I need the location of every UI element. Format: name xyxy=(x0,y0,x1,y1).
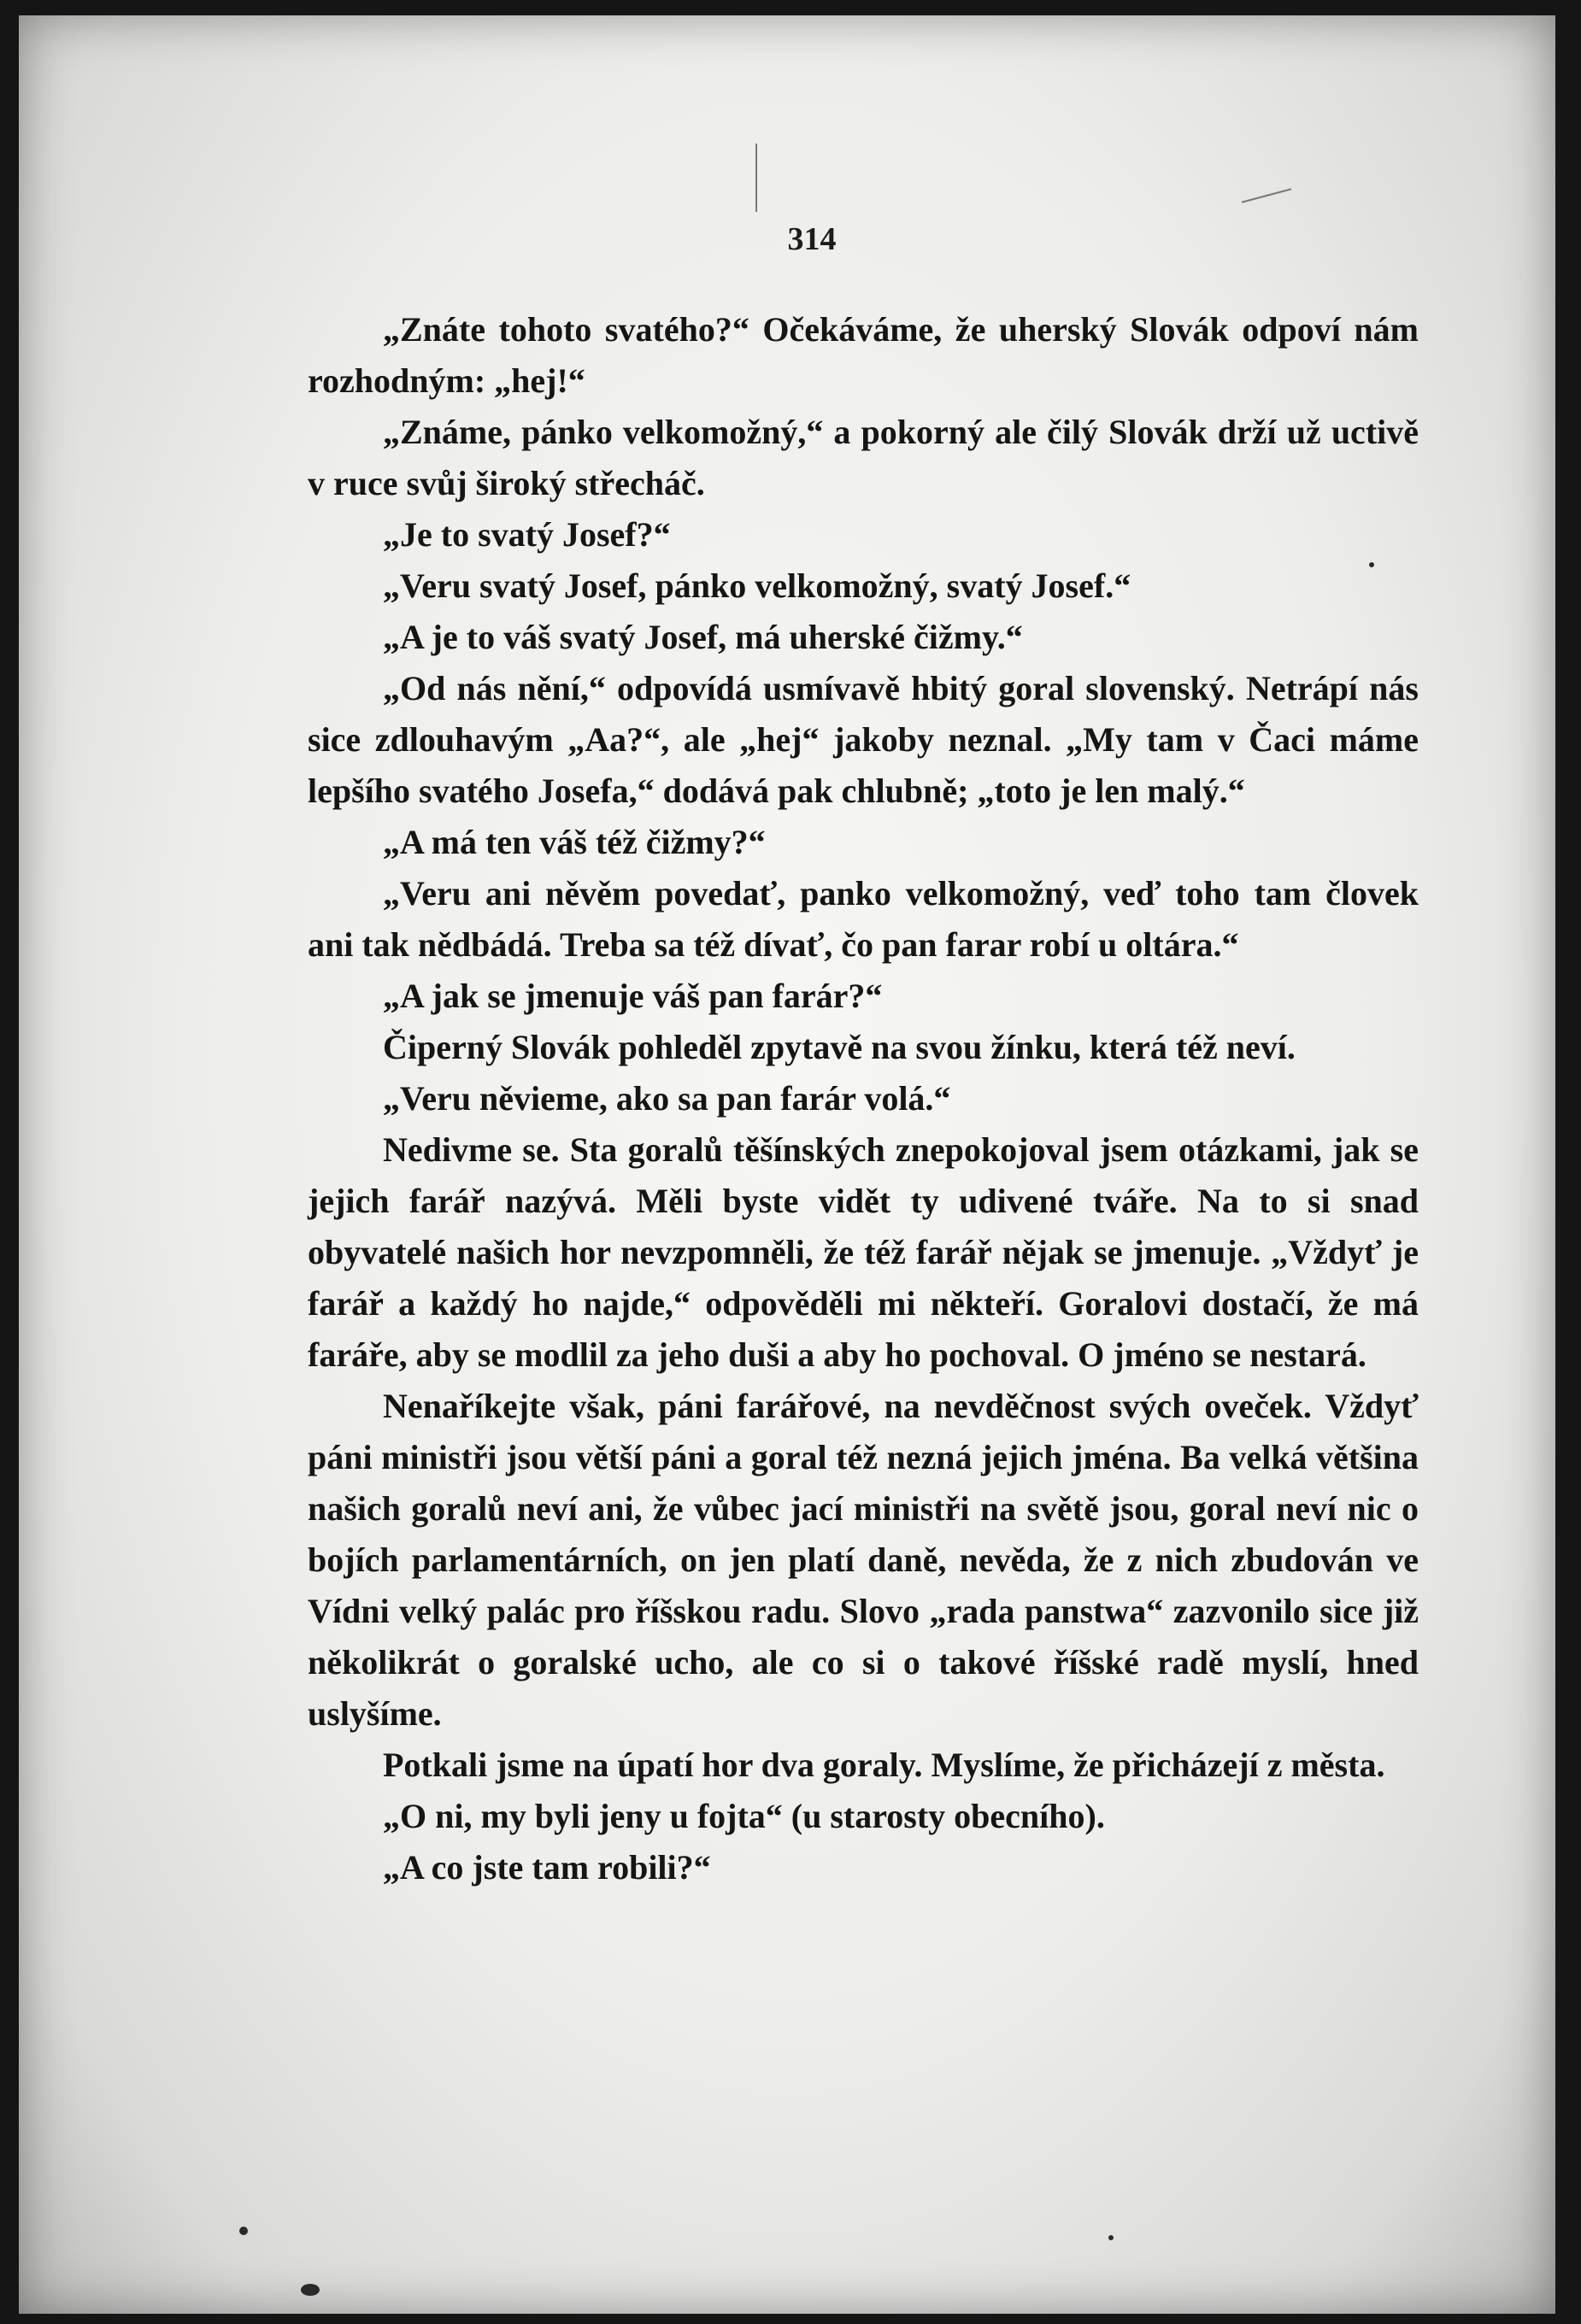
paragraph: „Známe, pánko velkomožný,“ a pokorný ale čilý Slovák drží už uctivě v ruce svůj široký střecháč. xyxy=(308,413,1419,502)
paragraph: Potkali jsme na úpatí hor dva goraly. Myslíme, že přicházejí z města. xyxy=(383,1746,1385,1784)
paragraph: „Veru ani něvěm povedať, panko velkomožný, veď toho tam človek ani tak nědbádá. Treba sa též dívať, čo pan farar robí u oltára.“ xyxy=(308,874,1419,964)
paragraph: „A jak se jmenuje váš pan farár?“ xyxy=(383,977,883,1015)
paragraph: „A co jste tam robili?“ xyxy=(383,1848,711,1887)
book-page xyxy=(19,15,1555,2314)
paragraph: „A má ten váš též čižmy?“ xyxy=(383,823,766,861)
paragraph: Čiperný Slovák pohleděl zpytavě na svou žínku, která též neví. xyxy=(383,1028,1296,1066)
scan-artifact-line xyxy=(1242,188,1291,202)
paragraph: „Veru svatý Josef, pánko velkomožný, svatý Josef.“ xyxy=(383,566,1131,605)
paragraph: „O ni, my byli jeny u fojta“ (u starosty obecního). xyxy=(383,1797,1105,1835)
scan-speck xyxy=(1108,2235,1114,2240)
paragraph: „Od nás nění,“ odpovídá usmívavě hbitý goral slovenský. Netrápí nás sice zdlouhavým „Aa?“, ale „hej“ jakoby neznal. „My tam v Čaci máme lepšího svatého Josefa,“ dodává pak chlubně; „toto je len malý.“ xyxy=(308,669,1419,810)
paragraph: Nedivme se. Sta goralů těšínských znepokojoval jsem otázkami, jak se jejich farář nazývá. Měli byste vidět ty udivené tváře. Na to si snad obyvatelé našich hor nevzpomněli, že též farář nějak se jmenuje. „Vždyť je farář a každý ho najde,“ odpověděli mi někteří. Goralovi dostačí, že má faráře, aby se modlil za jeho duši a aby ho pochoval. O jméno se nestará. xyxy=(308,1130,1419,1374)
paragraph: „Veru něvieme, ako sa pan farár volá.“ xyxy=(383,1079,951,1118)
body-text xyxy=(308,304,1419,1893)
scan-speck xyxy=(301,2284,320,2296)
paragraph: „Je to svatý Josef?“ xyxy=(383,515,671,554)
scan-speck xyxy=(239,2227,248,2235)
paragraph: „Znáte tohoto svatého?“ Očekáváme, že uherský Slovák odpoví nám rozhodným: „hej!“ xyxy=(308,310,1419,400)
paragraph: „A je to váš svatý Josef, má uherské čižmy.“ xyxy=(383,618,1023,656)
paragraph: Nenaříkejte však, páni farářové, na nevděčnost svých oveček. Vždyť páni ministři jsou větší páni a goral též nezná jejich jména. Ba velká většina našich goralů neví ani, že vůbec jací ministři na světě jsou, goral neví nic o bojích parlamentárních, on jen platí daně, nevěda, že z nich zbudován ve Vídni velký palác pro říšskou radu. Slovo „rada panstwa“ zazvonilo sice již několikrát o goralské ucho, ale co si o takové říšské radě myslí, hned uslyšíme. xyxy=(308,1387,1419,1733)
page-number: 314 xyxy=(787,221,837,257)
scan-artifact-line xyxy=(755,144,757,212)
